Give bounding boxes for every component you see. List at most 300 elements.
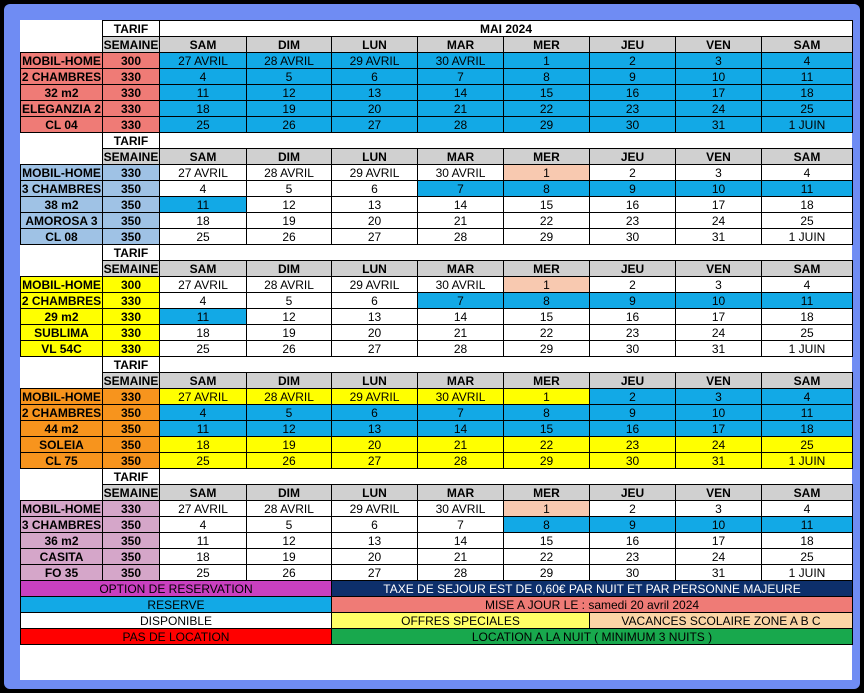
day-cell[interactable]: 1	[504, 389, 590, 405]
day-header: SAM	[762, 37, 853, 53]
tarif-header-row	[21, 469, 853, 485]
day-cell[interactable]: 24	[676, 101, 762, 117]
day-cell[interactable]: 7	[418, 405, 504, 421]
tarif-price: 350	[103, 181, 160, 197]
day-cell[interactable]: 28	[418, 117, 504, 133]
week-row	[21, 53, 853, 69]
day-cell[interactable]: 22	[504, 325, 590, 341]
day-cell[interactable]: 18	[160, 437, 247, 453]
day-cell[interactable]: 27	[332, 341, 418, 357]
day-cell[interactable]: 18	[762, 421, 853, 437]
day-cell[interactable]: 15	[504, 421, 590, 437]
day-cell[interactable]: 28 AVRIL	[247, 53, 332, 69]
semaine-label: SEMAINE	[103, 261, 159, 276]
tarif-price: 300	[103, 277, 160, 293]
day-cell[interactable]: 11	[762, 293, 853, 309]
day-header: MAR	[418, 37, 504, 53]
day-cell[interactable]: 20	[332, 213, 418, 229]
tarif-price: 330	[103, 341, 160, 357]
blank-cell	[21, 261, 103, 277]
day-cell[interactable]: 17	[676, 421, 762, 437]
day-header: MER	[504, 485, 590, 501]
day-cell[interactable]: 19	[247, 213, 332, 229]
day-cell[interactable]: 18	[762, 197, 853, 213]
day-cell[interactable]: 4	[160, 181, 247, 197]
day-cell[interactable]: 8	[504, 517, 590, 533]
day-cell[interactable]: 25	[762, 213, 853, 229]
day-cell[interactable]: 10	[676, 405, 762, 421]
day-cell[interactable]: 14	[418, 533, 504, 549]
day-cell[interactable]: 27	[332, 453, 418, 469]
day-cell[interactable]: 27 AVRIL	[160, 53, 247, 69]
day-cell[interactable]: 1 JUIN	[762, 341, 853, 357]
day-cell[interactable]: 12	[247, 309, 332, 325]
day-cell[interactable]: 7	[418, 69, 504, 85]
day-header: MAR	[418, 373, 504, 389]
day-cell[interactable]: 19	[247, 549, 332, 565]
day-cell[interactable]: 3	[676, 389, 762, 405]
day-cell[interactable]: 25	[762, 437, 853, 453]
day-cell[interactable]: 21	[418, 549, 504, 565]
property-name-line: 3 CHAMBRES	[21, 517, 102, 532]
day-cell[interactable]: 4	[762, 53, 853, 69]
day-cell[interactable]: 29 AVRIL	[332, 501, 418, 517]
tarif-price: 350	[103, 421, 160, 437]
day-cell[interactable]: 4	[762, 165, 853, 181]
day-cell[interactable]: 12	[247, 421, 332, 437]
day-cell[interactable]: 5	[247, 517, 332, 533]
day-cell[interactable]: 24	[676, 213, 762, 229]
day-cell[interactable]: 23	[590, 437, 676, 453]
day-cell[interactable]: 8	[504, 181, 590, 197]
blank-cell	[21, 149, 103, 165]
day-cell[interactable]: 11	[160, 421, 247, 437]
day-cell[interactable]: 30 AVRIL	[418, 277, 504, 293]
day-header-row	[21, 149, 853, 165]
day-cell[interactable]: 10	[676, 517, 762, 533]
week-row	[21, 325, 853, 341]
day-cell[interactable]: 13	[332, 533, 418, 549]
blank-cell	[21, 373, 103, 389]
tarif-header-row	[21, 133, 853, 149]
day-cell[interactable]: 31	[676, 117, 762, 133]
property-name-line: SUBLIMA	[21, 325, 103, 341]
day-cell[interactable]: 19	[247, 101, 332, 117]
tarif-price: 330	[103, 293, 160, 309]
day-cell[interactable]: 2	[590, 389, 676, 405]
day-header: MAR	[418, 485, 504, 501]
property-name-line: CL 75	[21, 453, 103, 469]
tarif-header-row	[21, 245, 853, 261]
legend-note: MISE A JOUR LE : samedi 20 avril 2024	[332, 597, 853, 613]
day-cell[interactable]: 1 JUIN	[762, 565, 853, 581]
day-cell[interactable]: 18	[160, 325, 247, 341]
day-cell[interactable]: 26	[247, 229, 332, 245]
day-cell[interactable]: 30	[590, 565, 676, 581]
property-name-line: CL 04	[21, 117, 103, 133]
day-cell[interactable]: 12	[247, 197, 332, 213]
week-row	[21, 85, 853, 101]
day-cell[interactable]: 25	[762, 549, 853, 565]
day-cell[interactable]: 9	[590, 405, 676, 421]
day-cell[interactable]: 4	[762, 501, 853, 517]
day-cell[interactable]: 27	[332, 229, 418, 245]
day-cell[interactable]: 28	[418, 565, 504, 581]
day-cell[interactable]: 29 AVRIL	[332, 277, 418, 293]
day-cell[interactable]: 27	[332, 117, 418, 133]
day-cell[interactable]: 10	[676, 69, 762, 85]
day-cell[interactable]: 26	[247, 117, 332, 133]
day-cell[interactable]: 2	[590, 501, 676, 517]
day-cell[interactable]: 18	[160, 213, 247, 229]
tarif-price: 330	[103, 101, 160, 117]
day-header: DIM	[247, 485, 332, 501]
day-header: VEN	[676, 261, 762, 277]
day-cell[interactable]: 24	[676, 325, 762, 341]
day-cell[interactable]: 29	[504, 453, 590, 469]
day-cell[interactable]: 4	[160, 517, 247, 533]
day-cell[interactable]: 5	[247, 293, 332, 309]
day-cell[interactable]: 3	[676, 165, 762, 181]
day-cell[interactable]: 27 AVRIL	[160, 165, 247, 181]
day-cell[interactable]: 31	[676, 341, 762, 357]
day-cell[interactable]: 22	[504, 213, 590, 229]
day-cell[interactable]: 15	[504, 309, 590, 325]
day-cell[interactable]: 11	[762, 69, 853, 85]
day-cell[interactable]: 1	[504, 277, 590, 293]
semaine-label: SEMAINE	[103, 373, 159, 388]
day-cell[interactable]: 24	[676, 437, 762, 453]
tarif-price: 330	[103, 117, 160, 133]
day-cell[interactable]: 2	[590, 277, 676, 293]
property-name-line: 38 m2	[21, 197, 103, 213]
day-header: JEU	[590, 485, 676, 501]
day-header: JEU	[590, 261, 676, 277]
week-row	[21, 101, 853, 117]
day-cell[interactable]: 11	[160, 85, 247, 101]
day-cell[interactable]: 13	[332, 309, 418, 325]
day-cell[interactable]: 30 AVRIL	[418, 389, 504, 405]
day-header: SAM	[160, 261, 247, 277]
week-row	[21, 181, 853, 197]
day-cell[interactable]: 20	[332, 437, 418, 453]
blank-cell	[21, 21, 103, 37]
day-cell[interactable]: 29 AVRIL	[332, 53, 418, 69]
day-cell[interactable]: 14	[418, 197, 504, 213]
legend-item: OPTION DE RESERVATION	[21, 581, 332, 597]
day-cell[interactable]: 6	[332, 69, 418, 85]
day-cell[interactable]: 21	[418, 325, 504, 341]
day-cell[interactable]: 9	[590, 293, 676, 309]
day-cell[interactable]: 9	[590, 69, 676, 85]
day-cell[interactable]: 11	[762, 405, 853, 421]
week-row	[21, 421, 853, 437]
day-cell[interactable]: 8	[504, 293, 590, 309]
day-cell[interactable]: 18	[762, 533, 853, 549]
day-cell[interactable]: 23	[590, 549, 676, 565]
tarif-price: 350	[103, 405, 160, 421]
tarif-header-row	[21, 357, 853, 373]
day-cell[interactable]: 8	[504, 69, 590, 85]
day-cell[interactable]: 11	[762, 181, 853, 197]
day-cell[interactable]: 25	[762, 101, 853, 117]
day-cell[interactable]: 29 AVRIL	[332, 165, 418, 181]
day-cell[interactable]: 16	[590, 85, 676, 101]
day-cell[interactable]: 16	[590, 197, 676, 213]
day-header: DIM	[247, 149, 332, 165]
day-cell[interactable]: 28	[418, 453, 504, 469]
availability-calendar	[20, 20, 853, 645]
day-cell[interactable]: 27 AVRIL	[160, 389, 247, 405]
tarif-price: 330	[103, 389, 160, 405]
day-cell[interactable]: 17	[676, 309, 762, 325]
day-cell[interactable]: 8	[504, 405, 590, 421]
tarif-label: TARIF	[103, 245, 160, 261]
legend-note: LOCATION A LA NUIT ( MINIMUM 3 NUITS )	[332, 629, 853, 645]
day-cell[interactable]: 30	[590, 117, 676, 133]
day-cell[interactable]: 12	[247, 85, 332, 101]
property-name-line: MOBIL-HOME	[22, 389, 101, 404]
blank-cell	[21, 469, 103, 485]
tarif-price: 350	[103, 453, 160, 469]
calendar-sheet	[20, 20, 852, 680]
day-cell[interactable]: 23	[590, 213, 676, 229]
tarif-price: 330	[103, 69, 160, 85]
day-cell[interactable]: 7	[418, 293, 504, 309]
window-frame	[4, 4, 860, 689]
day-cell[interactable]: 6	[332, 181, 418, 197]
day-cell[interactable]: 3	[676, 501, 762, 517]
day-cell[interactable]: 4	[160, 69, 247, 85]
day-cell[interactable]: 17	[676, 197, 762, 213]
tarif-price: 350	[103, 229, 160, 245]
day-cell[interactable]: 7	[418, 517, 504, 533]
day-cell[interactable]: 30	[590, 229, 676, 245]
day-cell[interactable]: 28 AVRIL	[247, 277, 332, 293]
day-cell[interactable]: 22	[504, 101, 590, 117]
legend-row	[21, 613, 853, 629]
day-cell[interactable]: 6	[332, 517, 418, 533]
day-header: SAM	[762, 373, 853, 389]
property-name-line: ELEGANZIA 2	[22, 101, 101, 116]
day-cell[interactable]: 18	[160, 101, 247, 117]
day-header: LUN	[332, 37, 418, 53]
day-header: VEN	[676, 485, 762, 501]
day-cell[interactable]: 3	[676, 53, 762, 69]
day-cell[interactable]: 18	[160, 549, 247, 565]
day-cell[interactable]: 27 AVRIL	[160, 501, 247, 517]
day-cell[interactable]: 2	[590, 165, 676, 181]
day-cell[interactable]: 25	[160, 341, 247, 357]
day-cell[interactable]: 23	[590, 325, 676, 341]
property-name-line: 36 m2	[21, 533, 103, 549]
week-row	[21, 309, 853, 325]
day-cell[interactable]: 30	[590, 341, 676, 357]
day-cell[interactable]: 10	[676, 181, 762, 197]
day-cell[interactable]: 16	[590, 533, 676, 549]
semaine-label: SEMAINE	[103, 149, 159, 164]
day-header: MER	[504, 37, 590, 53]
day-header: DIM	[247, 37, 332, 53]
day-cell[interactable]: 13	[332, 197, 418, 213]
tarif-price: 350	[103, 213, 160, 229]
day-header-row	[21, 373, 853, 389]
day-cell[interactable]: 26	[247, 453, 332, 469]
day-cell[interactable]: 15	[504, 197, 590, 213]
day-cell[interactable]: 14	[418, 421, 504, 437]
day-cell[interactable]: 7	[418, 181, 504, 197]
day-cell[interactable]: 28 AVRIL	[247, 165, 332, 181]
day-cell[interactable]: 10	[676, 293, 762, 309]
property-name-line: 2 CHAMBRES	[21, 69, 102, 84]
day-cell[interactable]: 13	[332, 85, 418, 101]
day-cell[interactable]: 24	[676, 549, 762, 565]
property-name-line: CASITA	[21, 549, 103, 565]
day-cell[interactable]: 2	[590, 53, 676, 69]
day-cell[interactable]: 28	[418, 341, 504, 357]
tarif-price: 350	[103, 517, 160, 533]
day-cell[interactable]: 28	[418, 229, 504, 245]
tarif-price: 350	[103, 437, 160, 453]
day-header: VEN	[676, 37, 762, 53]
tarif-price: 350	[103, 565, 160, 581]
day-header: MER	[504, 261, 590, 277]
day-cell[interactable]: 1 JUIN	[762, 229, 853, 245]
day-cell[interactable]: 1 JUIN	[762, 117, 853, 133]
day-cell[interactable]: 21	[418, 437, 504, 453]
tarif-price: 350	[103, 197, 160, 213]
property-name-line: 3 CHAMBRES	[21, 181, 102, 196]
day-cell[interactable]: 21	[418, 101, 504, 117]
day-header: JEU	[590, 37, 676, 53]
day-cell[interactable]: 22	[504, 549, 590, 565]
day-cell[interactable]: 31	[676, 229, 762, 245]
property-name-line: CL 08	[21, 229, 103, 245]
day-cell[interactable]: 27 AVRIL	[160, 277, 247, 293]
week-row	[21, 277, 853, 293]
day-cell[interactable]: 23	[590, 101, 676, 117]
day-cell[interactable]: 3	[676, 277, 762, 293]
day-cell[interactable]: 14	[418, 85, 504, 101]
day-cell[interactable]: 26	[247, 341, 332, 357]
day-cell[interactable]: 19	[247, 325, 332, 341]
day-cell[interactable]: 19	[247, 437, 332, 453]
day-cell[interactable]: 28 AVRIL	[247, 501, 332, 517]
day-cell[interactable]: 21	[418, 213, 504, 229]
day-cell[interactable]: 29	[504, 117, 590, 133]
day-cell[interactable]: 29 AVRIL	[332, 389, 418, 405]
blank-cell	[160, 469, 853, 485]
day-cell[interactable]: 20	[332, 325, 418, 341]
day-cell[interactable]: 20	[332, 101, 418, 117]
day-cell[interactable]: 6	[332, 405, 418, 421]
day-cell[interactable]: 18	[762, 85, 853, 101]
day-cell[interactable]: 9	[590, 517, 676, 533]
day-cell[interactable]: 16	[590, 421, 676, 437]
week-row	[21, 341, 853, 357]
week-row	[21, 501, 853, 517]
day-cell[interactable]: 30 AVRIL	[418, 501, 504, 517]
day-cell[interactable]: 25	[160, 453, 247, 469]
day-cell[interactable]: 16	[590, 309, 676, 325]
property-name-line: MOBIL-HOME	[22, 53, 101, 68]
day-header: MAR	[418, 149, 504, 165]
blank-cell	[160, 133, 853, 149]
day-header: SAM	[160, 485, 247, 501]
property-name-line: 29 m2	[21, 309, 103, 325]
day-cell[interactable]: 5	[247, 405, 332, 421]
day-cell[interactable]: 17	[676, 85, 762, 101]
day-cell[interactable]: 11	[160, 533, 247, 549]
week-row	[21, 453, 853, 469]
day-cell[interactable]: 31	[676, 565, 762, 581]
blank-cell	[21, 485, 103, 501]
day-cell[interactable]: 29	[504, 341, 590, 357]
day-cell[interactable]: 11	[762, 517, 853, 533]
day-cell[interactable]: 4	[762, 277, 853, 293]
day-cell[interactable]: 17	[676, 533, 762, 549]
day-cell[interactable]: 25	[160, 229, 247, 245]
day-cell[interactable]: 31	[676, 453, 762, 469]
day-cell[interactable]: 25	[160, 117, 247, 133]
day-cell[interactable]: 1 JUIN	[762, 453, 853, 469]
day-cell[interactable]: 4	[160, 293, 247, 309]
day-cell[interactable]: 20	[332, 549, 418, 565]
day-header: DIM	[247, 261, 332, 277]
legend-note: OFFRES SPECIALES	[332, 613, 590, 629]
day-cell[interactable]: 30 AVRIL	[418, 165, 504, 181]
day-cell[interactable]: 5	[247, 69, 332, 85]
day-cell[interactable]: 27	[332, 565, 418, 581]
day-cell[interactable]: 1	[504, 165, 590, 181]
property-name-line: 2 CHAMBRES	[21, 293, 102, 308]
day-cell[interactable]: 22	[504, 437, 590, 453]
tarif-label: TARIF	[103, 469, 160, 485]
day-cell[interactable]: 11	[160, 309, 247, 325]
day-cell[interactable]: 30 AVRIL	[418, 53, 504, 69]
day-cell[interactable]: 30	[590, 453, 676, 469]
day-cell[interactable]: 25	[762, 325, 853, 341]
property-name-line: VL 54C	[21, 341, 103, 357]
day-cell[interactable]: 4	[160, 405, 247, 421]
day-cell[interactable]: 29	[504, 565, 590, 581]
day-cell[interactable]: 15	[504, 85, 590, 101]
day-cell[interactable]: 14	[418, 309, 504, 325]
day-cell[interactable]: 28 AVRIL	[247, 389, 332, 405]
day-cell[interactable]: 25	[160, 565, 247, 581]
blank-cell	[21, 133, 103, 149]
legend-row	[21, 597, 853, 613]
day-cell[interactable]: 13	[332, 421, 418, 437]
day-header-row	[21, 37, 853, 53]
day-cell[interactable]: 1	[504, 501, 590, 517]
day-cell[interactable]: 4	[762, 389, 853, 405]
tarif-label: TARIF	[103, 133, 160, 149]
day-cell[interactable]: 15	[504, 533, 590, 549]
day-cell[interactable]: 9	[590, 181, 676, 197]
day-cell[interactable]: 26	[247, 565, 332, 581]
day-cell[interactable]: 18	[762, 309, 853, 325]
semaine-label: SEMAINE	[103, 37, 159, 52]
day-cell[interactable]: 12	[247, 533, 332, 549]
week-row	[21, 565, 853, 581]
day-cell[interactable]: 6	[332, 293, 418, 309]
day-cell[interactable]: 11	[160, 197, 247, 213]
property-name-line: 2 CHAMBRES	[21, 405, 102, 420]
day-cell[interactable]: 1	[504, 53, 590, 69]
day-cell[interactable]: 5	[247, 181, 332, 197]
day-cell[interactable]: 29	[504, 229, 590, 245]
